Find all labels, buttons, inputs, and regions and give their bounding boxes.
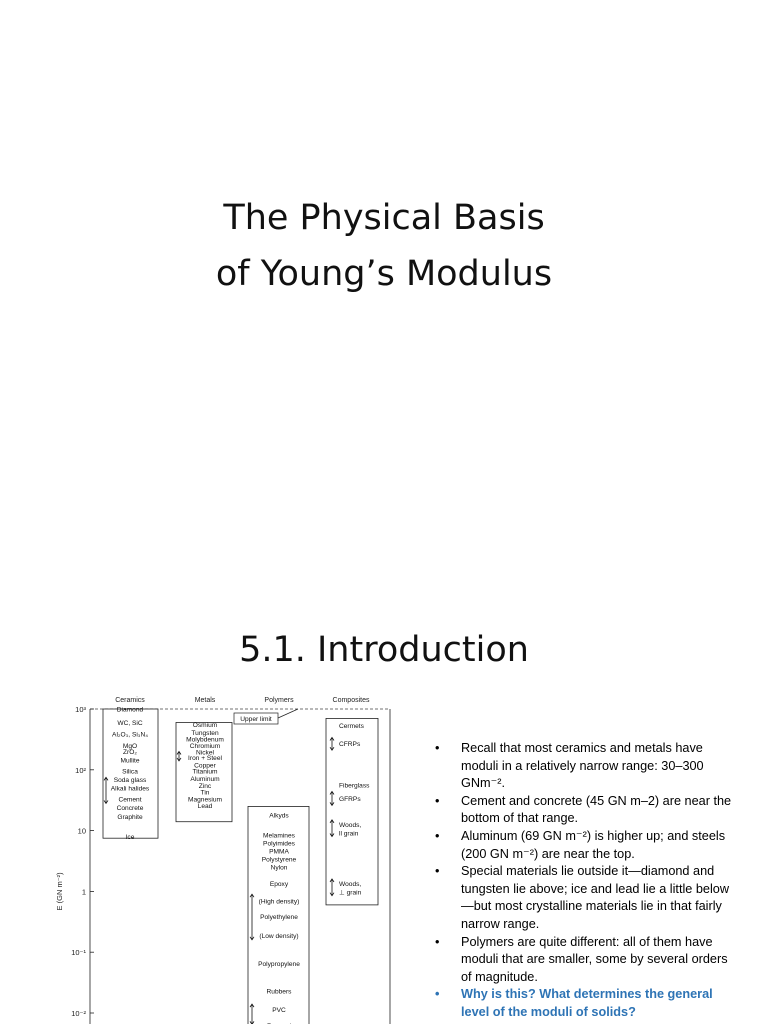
material-label: Mullite <box>120 757 140 765</box>
material-label: Titanium <box>192 768 218 776</box>
material-label: Chromium <box>189 743 221 751</box>
material-label: Zinc <box>198 783 212 791</box>
y-axis-label: E (GN m⁻²) <box>55 872 64 911</box>
material-label: Polypropylene <box>258 961 300 969</box>
material-label: Nickel <box>196 749 214 757</box>
material-label: Nylon <box>270 864 288 872</box>
material-label: Cement <box>118 796 142 804</box>
y-tick-label: 10³ <box>75 705 86 714</box>
bullet-item: • Cement and concrete (45 GN m–2) are near the bottom of that range. <box>434 793 734 828</box>
material-label: Rubbers <box>266 988 292 996</box>
material-label: Osmium <box>192 721 218 729</box>
upper-limit-pointer <box>278 709 298 718</box>
material-label: Concrete <box>116 804 144 812</box>
y-tick-label: 10 <box>77 826 86 836</box>
y-tick-label: 10⁻² <box>71 1009 86 1018</box>
column-header: Ceramics <box>115 697 145 704</box>
bullet-item: • Aluminum (69 GN m⁻²) is higher up; and steels (200 GN m⁻²) are near the top. <box>434 828 734 863</box>
material-label: PMMA <box>269 848 289 856</box>
material-label: ⊥ grain <box>339 889 362 897</box>
slide-title <box>0 190 768 302</box>
slide-title-line-1: The Physical Basis <box>223 198 545 238</box>
column-header: Composites <box>332 697 370 704</box>
material-label: Polyimides <box>263 840 295 848</box>
material-label: ll grain <box>339 830 359 838</box>
material-label: Tungsten <box>191 730 219 738</box>
material-label: Al₂O₃, Si₃N₄ <box>112 731 148 739</box>
material-label: Copper <box>194 762 216 770</box>
material-label: Silica <box>122 768 138 776</box>
bullet-list <box>434 740 734 1022</box>
bullet-item: • Polymers are quite different: all of them have moduli that are smaller, some by several orders of magnitude. <box>434 934 734 987</box>
material-label: Cermets <box>339 722 364 730</box>
upper-limit-label: Upper limit <box>240 716 272 723</box>
material-label: ZrO₂ <box>123 748 137 756</box>
y-tick-label: 10² <box>75 765 86 775</box>
material-label: MgO <box>122 743 138 751</box>
material-label: Aluminum <box>190 775 220 783</box>
bullet-item-question: • Why is this? What determines the general level of the moduli of solids? <box>434 986 734 1021</box>
bullet-item: • Recall that most ceramics and metals have moduli in a relatively narrow range: 30–300 GNm⁻². <box>434 740 734 793</box>
y-tick-label: 1 <box>81 887 86 897</box>
material-label: Polystyrene <box>261 856 297 864</box>
material-label: Molybdenum <box>186 736 224 744</box>
material-label: Graphite <box>117 814 143 822</box>
material-label: Alkyds <box>269 812 289 820</box>
material-label: Polyethylene <box>260 913 298 921</box>
slide-title-line-2: of Young’s Modulus <box>215 254 553 294</box>
material-label: Melamines <box>263 832 295 840</box>
material-label: Woods, <box>339 880 362 888</box>
material-label: Magnesium <box>187 796 223 804</box>
material-label: Woods, <box>339 822 362 830</box>
material-label: (High density) <box>258 898 300 906</box>
material-label: Epoxy <box>269 880 289 888</box>
y-tick-label: 10⁻¹ <box>71 948 86 958</box>
section-title: 5.1. Introduction <box>239 630 529 670</box>
material-label: Soda glass <box>113 777 147 785</box>
material-label: PVC <box>272 1006 286 1014</box>
column-header: Metals <box>194 697 216 704</box>
column-header: Polymers <box>264 697 294 704</box>
bullet-item: • Special materials lie outside it—diamond and tungsten lie above; ice and lead lie a little below—but most crystalline materials lie in that fairly narrow range. <box>434 863 734 933</box>
material-label: (Low density) <box>259 932 299 940</box>
material-label: Diamond <box>116 706 144 714</box>
material-label: WC, SiC <box>117 719 143 727</box>
material-label: Tin <box>200 789 210 797</box>
material-label: Alkali halides <box>110 785 150 793</box>
material-label: Iron + Steel <box>188 754 222 762</box>
material-label: CFRPs <box>339 741 361 749</box>
youngs-modulus-chart <box>40 690 400 1024</box>
material-label: Fiberglass <box>339 782 370 790</box>
material-label: Lead <box>197 802 213 810</box>
material-label: Ice <box>125 833 135 841</box>
material-label: GFRPs <box>339 795 361 803</box>
